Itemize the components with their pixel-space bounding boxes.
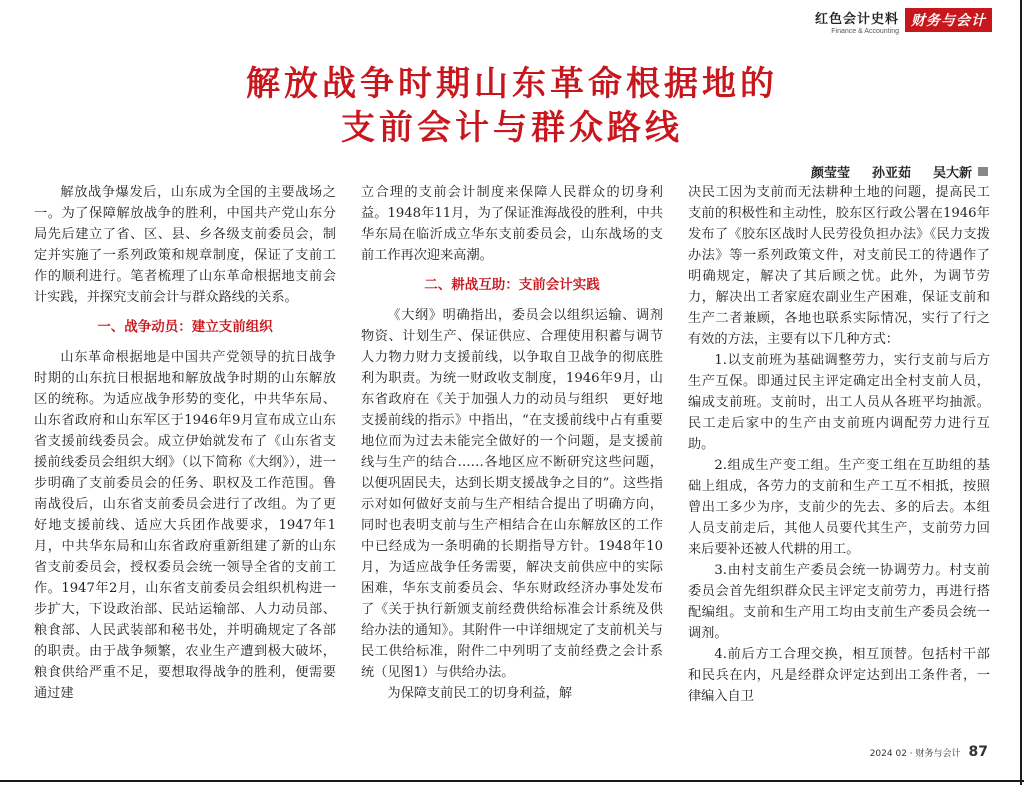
right-edge-rule bbox=[1020, 0, 1022, 785]
page-number: 87 bbox=[968, 744, 988, 760]
column-name: 红色会计史料 bbox=[814, 12, 899, 27]
author-list bbox=[811, 162, 988, 181]
title-line-2: 支前会计与群众路线 bbox=[341, 108, 683, 148]
section2-paragraph-b: 为保障支前民工的切身利益，解 bbox=[387, 686, 573, 701]
continued-paragraph: 立合理的支前会计制度来保障人民群众的切身利益。1948年11月，为了保证淮海战役的胜利，中共华东局在临沂成立华东支前委员会，山东战场的支前工作再次迎来高潮。 bbox=[361, 185, 663, 263]
list-item: 2.组成生产变工组。生产变工组在互助组的基础上组成，各劳力的支前和生产工互不相抵，按照曾出工多少为序，支前少的先去、多的后去。本组人员支前走后，其他人员要代其生产，支前劳力回来后要补还被人代耕的用工。 bbox=[688, 458, 990, 557]
article-title bbox=[0, 62, 1024, 150]
author-2: 孙亚茹 bbox=[871, 166, 911, 181]
page-footer bbox=[870, 744, 988, 760]
author-end-mark bbox=[978, 167, 988, 176]
masthead-text bbox=[815, 8, 899, 35]
section1-paragraph: 山东革命根据地是中国共产党领导的抗日战争时期的山东抗日根据地和解放战争时期的山东解放区的统称。为适应战争形势的变化，中共华东局、山东省政府和山东军区于1946年9月宣布成立山东省支援前线委员会。成立伊始就发布了《山东省支援前线委员会组织大纲》（以下简称《大纲》），进一步明确了支前委员会的任务、职权及工作范围。鲁南战役后，山东省支前委员会进行了改组。为了更好地支援前线、适应大兵团作战要求，1947年1月，中共华东局和山东省政府重新组建了新的山东省支前委员会，授权委员会统一领导全省的支前工作。1947年2月，山东省支前委员会组织机构进一步扩大，下设政治部、民站运输部、人力动员部、粮食部、人民武装部和秘书处，并明确规定了各部的职责。由于战争频繁，农业生产遭到极大破坏，粮食供给严重不足，要想取得战争的胜利，便需要通过建 bbox=[34, 350, 336, 701]
title-line-1: 解放战争时期山东革命根据地的 bbox=[246, 64, 778, 104]
section2-paragraph: 《大纲》明确指出，委员会以组织运输、调剂物资、计划生产、保证供应、合理使用积蓄与调节人力物力财力支援前线，以争取自卫战争的彻底胜利为职责。为统一财政收支制度，1946年9月，山东省政府在《关于加强人力的动员与组织 更好地支援前线的指示》中指出，“在支援前线中占有重要地位而为过去未能完全做好的一个问题，是支援前线与生产的结合……各地区应不断研究这些问题，以便巩固民夫，达到长期支援战争之目的”。这些指示对如何做好支前与生产相结合提出了明确方向，同时也表明支前与生产相结合在山东解放区的工作中已经成为一条明确的长期指导方针。1948年10月，为适应战争任务需要，解决支前供应中的实际困难，华东支前委员会、华东财政经济办事处发布了《关于执行新颁支前经费供给标准会计系统及供给办法的通知》。其附件一中详细规定了支前机关与民工供给标准，附件二中列明了支前经费之会计系统（见图1）与供给办法。 bbox=[361, 308, 663, 680]
section-heading-1: 一、战争动员：建立支前组织 bbox=[97, 319, 273, 335]
continued-paragraph: 决民工因为支前而无法耕种土地的问题，提高民工支前的积极性和主动性，胶东区行政公署在1946年发布了《胶东区战时人民劳役负担办法》《民力支拨办法》等一系列政策文件，对支前民工的待遇作了明确规定，解决了其后顾之忧。此外，为调节劳力，解决出工者家庭农副业生产困难，保证支前和生产二者兼顾，各地也联系实际情况，实行了行之有效的方法，主要有以下几种方式： bbox=[688, 185, 990, 347]
issue-label: 2024 02 · 财务与会计 bbox=[869, 749, 961, 759]
section-heading-2: 二、耕战互助：支前会计实践 bbox=[424, 277, 600, 293]
bottom-edge-rule bbox=[0, 780, 1024, 782]
intro-paragraph: 解放战争爆发后，山东成为全国的主要战场之一。为了保障解放战争的胜利，中国共产党山东分局先后建立了省、区、县、乡各级支前委员会，制定并实施了一系列政策和规章制度，保证了支前工作的顺利进行。笔者梳理了山东革命根据地支前会计实践，并探究支前会计与群众路线的关系。 bbox=[34, 185, 336, 305]
english-name: Finance & Accounting bbox=[831, 28, 899, 35]
list-item: 1.以支前班为基础调整劳力，实行支前与后方生产互保。即通过民主评定确定出全村支前人员，编成支前班。支前时，出工人员从各班平均抽派。民工走后家中的生产由支前班内调配劳力进行互助。 bbox=[688, 353, 990, 452]
list-item: 4.前后方工合理交换，相互顶替。包括村干部和民兵在内，凡是经群众评定达到出工条件者，一律编入自卫 bbox=[688, 647, 990, 704]
text-column-2 bbox=[361, 182, 663, 704]
masthead bbox=[815, 8, 992, 35]
list-item: 3.由村支前生产委员会统一协调劳力。村支前委员会首先组织群众民主评定支前劳力，再进行搭配编组。支前和生产用工均由支前生产委员会统一调剂。 bbox=[688, 563, 990, 641]
text-column-1 bbox=[34, 182, 336, 704]
author-3: 吴大新 bbox=[932, 166, 972, 181]
text-column-3 bbox=[688, 182, 990, 707]
author-1: 颜莹莹 bbox=[810, 166, 850, 181]
brand-logo: 财务与会计 bbox=[905, 8, 992, 32]
